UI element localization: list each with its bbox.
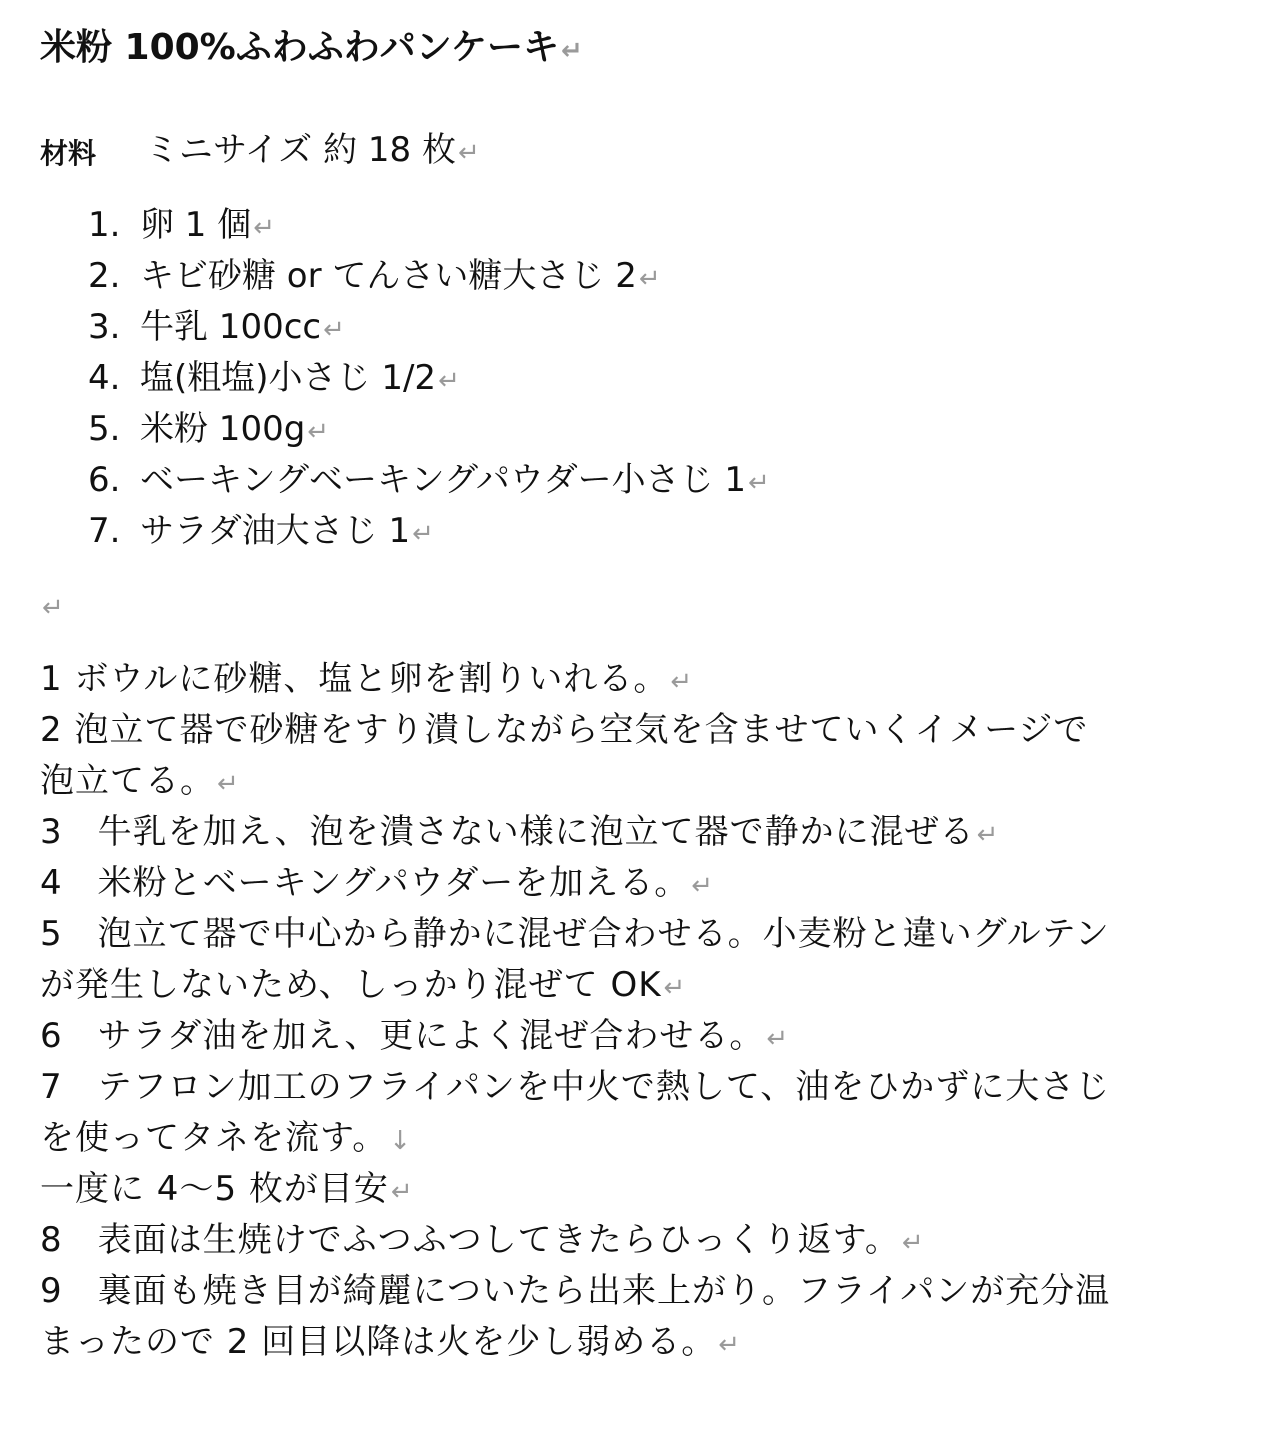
step-text: 5 泡立て器で中心から静かに混ぜ合わせる。小麦粉と違いグルテン [40,914,1110,954]
paragraph-mark: ↵ [217,769,240,799]
materials-description [145,130,480,170]
paragraph-mark: ↵ [561,36,583,66]
ingredient-text: 牛乳 100cc [140,307,322,347]
ingredient-text: 卵 1 個 [140,205,252,245]
paragraph-mark: ↵ [718,1330,742,1360]
paragraph-mark: ↵ [412,519,434,549]
ingredient-number: 3. [88,307,121,347]
paragraph-mark: ↵ [766,1024,790,1054]
line-break-mark: ↓ [389,1126,413,1156]
step-line [40,1322,742,1362]
step-text: 1 ボウルに砂糖、塩と卵を割りいれる。 [40,659,669,699]
ingredient-item [88,205,276,245]
ingredient-number: 6. [88,460,121,500]
step-text: が発生しないため、しっかり混ぜて OK [40,965,662,1005]
paragraph-mark: ↵ [901,1228,925,1258]
step-text: 3 牛乳を加え、泡を潰さない様に泡立て器で静かに混ぜる [40,812,975,852]
ingredient-item [88,358,460,398]
step-text: 7 テフロン加工のフライパンを中火で熱して、油をひかずに大さじ [40,1067,1111,1107]
step-line [40,1067,1111,1107]
ingredient-number: 1. [88,205,121,245]
paragraph-mark: ↵ [670,667,694,697]
ingredient-item [88,307,345,347]
step-line [40,914,1110,954]
paragraph-mark: ↵ [253,213,276,243]
step-text: 9 裏面も焼き目が綺麗についたら出来上がり。フライパンが充分温 [40,1271,1111,1311]
paragraph-mark: ↵ [638,264,661,294]
paragraph-mark: ↵ [691,871,715,901]
paragraph-mark: ↵ [457,138,480,168]
step-text: 6 サラダ油を加え、更によく混ぜ合わせる。 [40,1016,765,1056]
step-line [40,1169,414,1209]
step-text: まったので 2 回目以降は火を少し弱める。 [40,1322,717,1362]
step-line [40,1271,1111,1311]
ingredient-item [88,409,330,449]
step-line [40,659,694,699]
step-text: 8 表面は生焼けでふつふつしてきたらひっくり返す。 [40,1220,900,1260]
empty-paragraph [40,588,64,622]
paragraph-mark: ↵ [42,593,64,623]
step-line [40,1016,790,1056]
ingredient-text: ベーキングベーキングパウダー小さじ 1 [140,460,747,500]
materials-label: 材料 [40,137,97,170]
ingredient-text: 塩(粗塩)小さじ 1/2 [140,358,437,398]
step-line [40,710,1089,750]
step-text: 2 泡立て器で砂糖をすり潰しながら空気を含ませていくイメージで [40,710,1089,750]
step-text: 一度に 4～5 枚が目安 [40,1169,389,1209]
materials-description-text: ミニサイズ 約 18 枚 [145,130,456,170]
step-line [40,812,1000,852]
title-text: 米粉 100%ふわふわパンケーキ [40,27,560,68]
ingredient-text: キビ砂糖 or てんさい糖大さじ 2 [140,256,637,296]
step-line [40,1118,413,1158]
ingredient-number: 4. [88,358,121,398]
recipe-title [40,27,583,68]
paragraph-mark: ↵ [307,417,330,447]
ingredient-item [88,256,661,296]
step-line [40,761,240,801]
step-text: 泡立てる。 [40,761,215,801]
paragraph-mark: ↵ [323,315,345,345]
paragraph-mark: ↵ [976,820,1000,850]
step-text: を使ってタネを流す。 [40,1118,388,1158]
paragraph-mark: ↵ [390,1177,414,1207]
ingredient-text: 米粉 100g [140,409,306,449]
ingredient-item [88,511,434,551]
step-line [40,965,687,1005]
ingredient-number: 7. [88,511,121,551]
step-text: 4 米粉とベーキングパウダーを加える。 [40,863,690,903]
paragraph-mark: ↵ [663,973,687,1003]
paragraph-mark: ↵ [438,366,460,396]
step-line [40,1220,925,1260]
step-line [40,863,715,903]
ingredient-text: サラダ油大さじ 1 [140,511,411,551]
ingredient-number: 5. [88,409,121,449]
paragraph-mark: ↵ [748,468,770,498]
ingredient-item [88,460,770,500]
ingredient-number: 2. [88,256,121,296]
